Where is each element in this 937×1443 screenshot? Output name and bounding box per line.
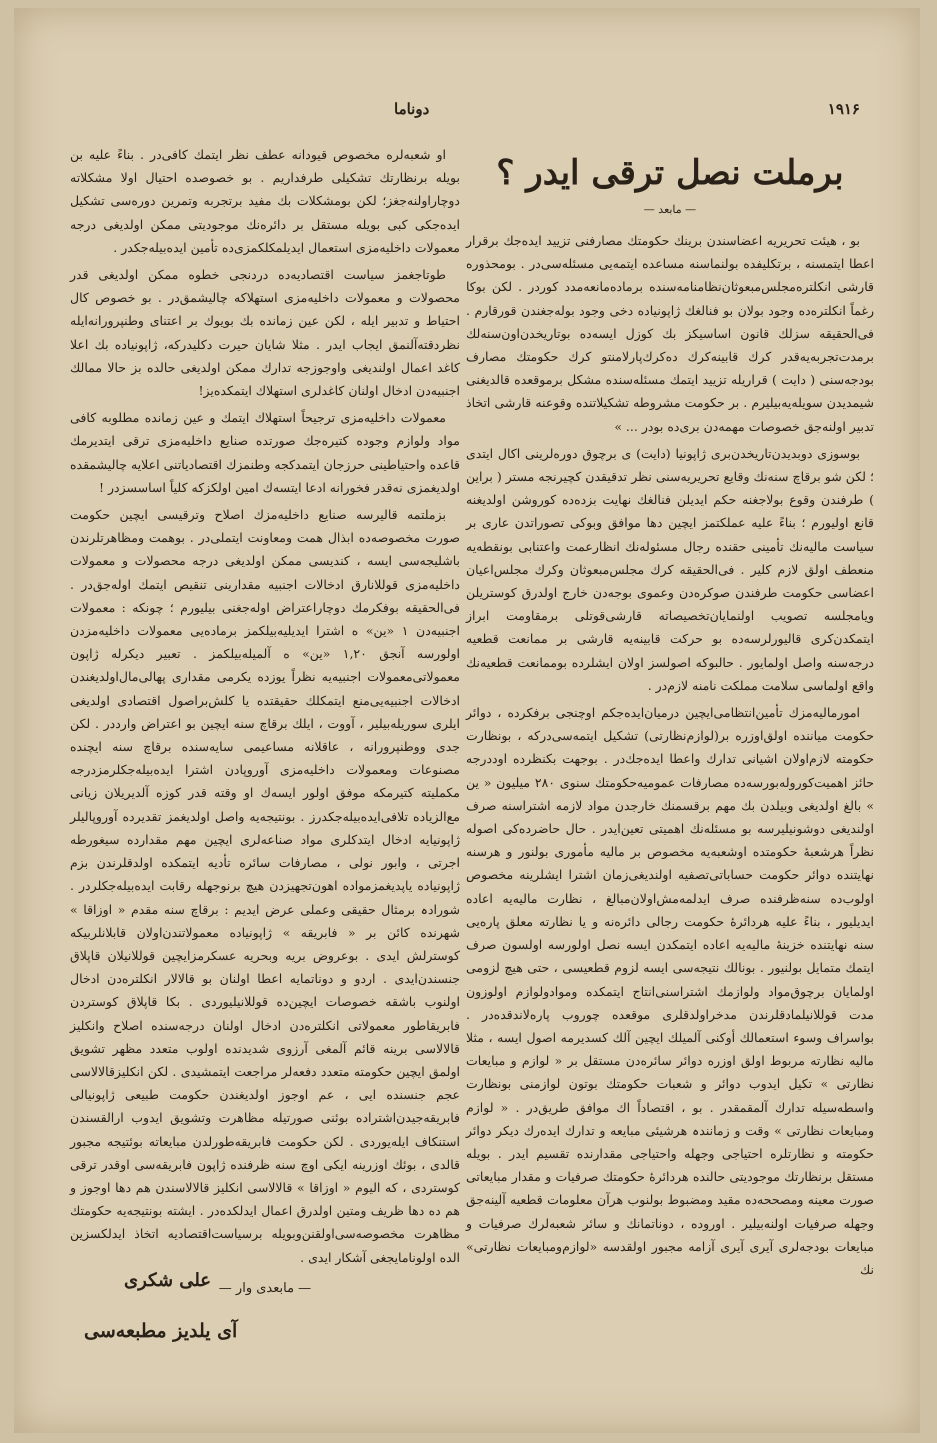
- paragraph: بو ، هیئت تحریریه اعضاسندن برینك حکومتك مصارفنی تزیید ایده‌جك برقرار اعطا ایتمسنه ، برتکلیفده بولنماسنه مساعده ایتمه‌یی مسئله‌سی‌در . بومحذوره قارشی انکلتره‌مجلس‌مبعوثان‌نظامنامه‌سنده برماده‌مانعه‌مدد کوردر . لکن بوکا رغماً انکلتره‌ده وجود بولان بو فنالغك ژاپونیاده دخی وجود بوله‌جغندن قورقارم . فی‌الحقیقه سزلك قانون اساسیکز بك کوزل ایسه‌ده بوتاریخدن‌اون‌سنه‌لك برمدت‌تجربه‌یه‌قدر کرك قابینه‌کرك ده‌کرك‌پارلامنتو کرك حکومتك مصارف بودجه‌سنی ( دایت ) قراریله تزیید ایتمك مسئله‌سنده مشکل برموقعده قالدیغنی شیمدیدن سویله‌یه‌بیلیرم . بر حکومت مشروطه تشکیلاتنده وقوعنه قارشی اتخاذ تدبیر اولنه‌جق خصوصات مهمه‌دن بری‌ده بودر ... »: [466, 233, 874, 434]
- left-column: [70, 143, 460, 1300]
- right-column: [466, 143, 874, 1285]
- author-signature: علی شکری: [124, 1270, 212, 1291]
- paragraph: بوسوزی دوبدیدن‌تاریخدن‌بری ژاپونیا (دایت) ی برچوق دوره‌لرینی اکال ایتدی ؛ لکن شو برقاچ سنه‌نك وقایع تحریریه‌سنی نظر تدقیقدن کچیرنجه مستر ( براین ) طرفندن وقوع بولاجغنه حکم ایدیلن فنالغك نهایت بزده‌ده کوروشن اولدیغنه قانع اولیورم ؛ بناءً علیه عملکتمز ایچین دها موافق وبوکی تصوراتدن عاری بر سیاست مالیه‌نك تأمینی حقنده رجال مسئوله‌نك انظارعمت واعتنابی بونقطه‌یه منعطف اولق لازم کلیر . فی‌الحقیقه کرك مجلس‌مبعوثان وکرك مجلس‌اعیان اعضاسی حکومت طرفندن صوکره‌دن وعموی بوجه‌دن خارج اولدرق کوستریلن ویامجلسه تصویب اولنمایان‌تخصیصاته قارشی‌قوتلی برمقاومت ابراز ایتمکدن‌کری قالیورلرسه‌ده بو حرکت قابینه‌یه قارشی بر ممانعت قطعیه درجه‌سنه واصل اولمایور . حالبوکه اصولسز اولان ایشلرده بوممانعت قطعیه‌نك واقع اولماسی سلامت مملکت نامنه لازم‌در .: [466, 445, 874, 693]
- paragraph: بزملتمه قالیرسه صنایع داخلیه‌مزك اصلاح وترقیسی ایچین حکومت صورت مخصوصه‌ده ابذال همت ومعاونت ایتملی‌در . بوهمت ومظاهرتلرندن باشلیجه‌سی ایسه ، کندیسی ممکن اولدیغی درجه محصولات و معمولات داخلیه‌مزی قوللانارق ادخالات اجنبیه مقدارینی تنقیص ایتمك اوله‌جق‌در . فی‌الحقیقه بوفکرمك دوچاراعتراض اوله‌جغنی بیلیورم ؛ چونکه : معمولات اجنبیه‌دن ۱ «ین» ه اشترا ایدیلیه‌بیلکمز برماده‌یی معمولات داخلیه‌مزدن اولورسه آنجق ۱,۲۰ «ین» ه آلمیله‌بیلکمز . تعبیر دیکرله ژاپون معمولاتی‌معمولات اجنبیه‌یه نظراً یوزده یکرمی مقداری پهالی‌مال‌اولدیغندن ادخالات اجنبیه‌یی‌منع ایتمکلك حقیقتده یا کلش‌براصول اقتصادی اولدیغی ایلری سوریله‌بیلیر ، آووت ، ایلك برقاچ سنه ایچین بو اعتراض وارددر . لکن جدی ووطنپرورانه ، عاقلانه مساعیمی سایه‌سنده برقاچ سنه ایچنده مصنوعات ومعمولات داخلیه‌مزی آوروپادن اشترا ایده‌بیله‌جکلرمزدرجه مکملیته کتیرمکه موفق اولور ایسه‌ك او وقته قدر کوزه آلدیریلان زیانی مع‌الزیاده تلافی‌ایده‌بیله‌جکدرز . بونتیجه‌یه واصل اولدیغمز تقدیرده آوروپالیلر ژاپونیایه ادخال ایتدکلری مواد صناعه‌لری ایچین مهم مقدارده سیغورطه اجرتی ، وابور نولی ، مصارفات سائره تأدیه ایتمکده اولدقلرندن بزم ژاپونیاده یاپدیغمز‌مواده اهون‌تجهیزدن هیچ برنوجهله رقابت ایده‌بیله‌جکلردر . شورادہ برمثال حقیقی وعملی عرض ایدیم : برقاچ سنه مقدم « اوزاقا » شهرنده کائن بر « فابریقه » ژاپونیاده معمولاتندن‌اولان قابلانلربیکه کوسترلش ایدی . بوعروض بریه وبحریه عسکرمزایچین قوللانیلان قاپلاق جنسندن‌ایدی . اردو و دوناتمایه اعطا اولنان بو قالالار انکلتره‌دن ادخال اولنوب باشقه خصوصات ایچین‌ده قوللانیلیوردی . بکا قاپلاق کوستردن فابریقاطور معمولاتی انکلتره‌دن ادخال اولنان درجه‌سنده اصلاح وانکلیز قالالاسی برینه قائم آلمغی آرزوی شدیدنده اولوب متعدد مظهر تشویق اولمق ایچین حکومته متعدد دفعه‌لر مراجعت ایتمشیدی . لکن انکلیزقالالاسی عجم جنسنده ایی ، عم اوجوز اولدیغندن حکومت طبیعی ژاپونیالی فابریقه‌جیدن‌اشتراده بوئنی صورتیله مظاهرت وتشویق ایدوب ارالقسندن استنکاف ایله‌یوردی . لکن حکومت فابریقه‌طورلدن مبایعاته بوئتیجه مجبور قالدی ، بوئك اوزرینه ایکی اوچ سنه ظرفنده ژاپون فابریقه‌سی اوقدر ترقی کوستردی ، که الیوم « اوزاقا » قالالاسی انکلیز قالالاسندن هم دها اوجوز و هم ده دها ظریف ومتین اولدرق اعمال ایدلکده‌در . ایشته بونتیجه‌یه حکومتك مظاهرت مخصوصه‌سی‌اولقنن‌وبویله برسیاست‌اقتصادیه اتخاذ ایدلکسزین الده اولونامایجغی آشکار ایدی .: [70, 507, 461, 1265]
- printer-imprint: آی یلدیز مطبعه‌سی: [84, 1320, 238, 1342]
- paragraph: طوتاجغمز سیاست اقتصادیه‌ده دردنجی خطوه ممکن اولدیغی قدر محصولات و معمولات داخلیه‌مزی استهلاکه چالیشمق‌در . بو خصوص کال احتیاط و تدبیر ایله ، لکن عین زمانده بك بویوك بر اعتنای وطنپرورانه‌ایله نظردقته‌آلنمق ایجاب ایدر . مثلا شایان حیرت دکلیدرکه، ژاپونیاده بك اعلا کاغد اعمال اولندیغی واوجوزجه تدارك ممکن اولدیغی حالده بز حالا ممالك اجنبیه‌دن ادخال اولنان کاغدلری استهلاك ایتمکده‌یز!: [70, 267, 460, 399]
- paragraph: او شعبه‌لره مخصوص قیودانه عطف نظر ایتمك کافی‌در . بناءً علیه بن بویله برنظارتك تشکیلی طرفداریم . بو خصوصده احتیال اولا مشکلاته دوچاراولنه‌جغز؛ لکن بومشکلات بك مفید برتجربه وتمرین دوره‌سی تشکیل ایده‌جکی کبی بویله مستقل بر دائره‌نك موجودیتی ممکن اولدیغی درجه معمولات داخلیه‌مزی استعمال ایدیلمکلکمزی‌ده تأمین ایده‌بیله‌جکدر .: [70, 147, 460, 255]
- article-byline: — مابعد —: [643, 203, 697, 216]
- paragraph: معمولات داخلیه‌مزی ترجیحاً استهلاك ایتمك و عین زمانده مطلوبه کافی مواد ولوازم وجوده کتیره‌جك صورتده صنایع داخلیه‌مزی ترقی ایتدیرمك قاعده واحتیاطینی حرزجان ایتمدکجه وطنمزك اقتصادیاتنی اعلایه چالیشمقده اولدیغمزی نه‌قدر فخورانه ادعا ایتسه‌ك امین اولکزکه کلیاً اساسسزدر !: [70, 410, 460, 495]
- to-be-continued-note: — مابعدی وار —: [218, 1280, 312, 1296]
- paragraph: امورمالیه‌مزك تأمین‌انتظامی‌ایچین درمیان‌ایده‌جکم اوچنجی برفکرده ، دوائر حکومت میاننده اولق‌اوزره بر(لوازم‌نظارتی) تشکیل ایتمه‌سی‌درکه ، بونظارت حکومته لازم‌اولان اشیانی تدارك واعطا ایده‌جك‌در . بوجهت بکنظرده اوددرجه حائز اهمیت‌کوروله‌بورسه‌ده مصارفات عمومیه‌حکومتك سنوی ۲۸۰ میلیون « ین » بالغ اولدیغی وبیلدن بك مهم برقسمنك خارجدن مواد لازمه اشتراسنه صرف اولندیغی دوشونیلیرسه بو مسئله‌نك اهمیتی تعین‌ایدر . حال حاضرده‌کی اصوله نظراً هرشعبهٔ حکومتده اوشعبه‌یه مخصوص بر مالیه مأموری بولنور و هرسنه نهایتنده دوائر حکومت حساباتی‌تصفیه اولندیغی‌زمان اشترا ایشلرینه مخصوص اولوب‌ده سنه‌ظرفنده صرف ایدلمه‌مش‌اولان‌مبالغ ، نظارت مالیه‌یه اعاده ایدیلیور ، بناءً علیه هردائرهٔ حکومت رجالی دائره‌نه و یا نظارته معلق پاره‌یی سنه نهایتنده خزینهٔ مالیه‌یه اعاده ایتمکدن ایسه نصل اولورسه اولسون صرف ایتمك متمایل بولنیور . بونالك نتیجه‌سی ایسه لزوم قطعیسی ، حتی هیچ لزومی اولمایان برچوق‌مواد ولوازمك اشتراسنی‌انتاج ایتمکده‌ ومواد‌ولوازم اولوزون مدت قوللانیلمادقلرندن مدخراولدقلری موقعده چوروب پاره‌لاندقده‌در . بواسراف وسوء استعمالك أوکنی آلمیلك ایچین آلك کسدیرمه اصول ایسه ، مثلا مالیه نظارته مربوط اولق اوزره دوائر سائره‌دن مستقل بر « لوازم و مبایعات نظارتی » تکیل ایدوب دوائر و شعبات حکومتك بوتون لوازمنی بونظارت واسطه‌سیله تدارك آلمقمقدر . بو ، اقتصاداً اك موافق طریق‌در . « لوازم ومبایعات نظارتی » وقت و زمانندہ هرشیئی مبایعه و تدارك ایده‌رك دیکر دوائر حکومته و نظارتلره احتیاجی وجهله واحتیاجی مقدارنده تقسیم ایدر . بویله مستقل برنظارتك موجودیتی حالنده هردائرهٔ حکومتك صرفیات و مقدار مبایعاتی صورت معینه ومصححه‌ده مقید ومضبوط بولنوب هرآن معلومات قطعیه آلینه‌جق وجهله صرفیات اولنه‌بیلیر . اوروده ، دوناتمانك و سائر شعبه‌لرك صرفیات و مبایعات بودجه‌لری آیری آیری آزامه مجبور اولقدسه «لوازم‌ومبایعات نظارتی» نك: [466, 705, 874, 1277]
- magazine-page: [14, 8, 920, 1433]
- journal-name: دوناما: [394, 100, 430, 118]
- article-title: برملت نصل ترقی ایدر ؟: [496, 153, 844, 193]
- page-number: ۱۹۱۶: [827, 100, 860, 118]
- page-header: [74, 100, 860, 130]
